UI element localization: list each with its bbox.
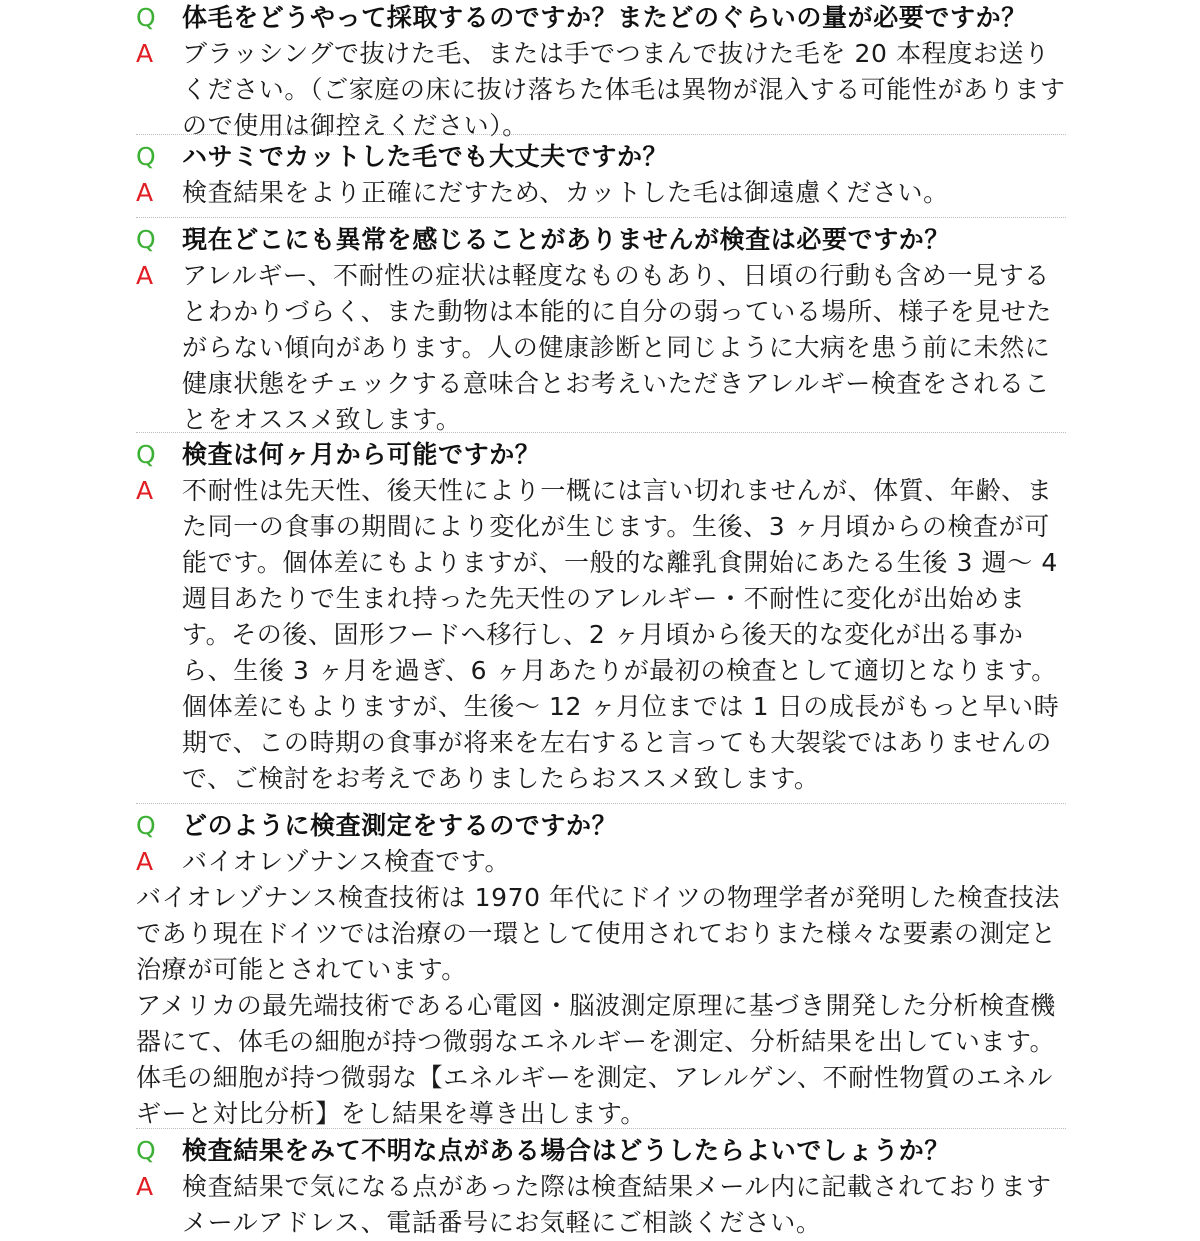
faq-item-sample-collection bbox=[136, 0, 1066, 140]
answer-text: 検査結果で気になる点があった際は検査結果メール内に記載されておりますメールアドレス、電話番号にお気軽にご相談ください。 bbox=[182, 1172, 1052, 1237]
question-text: どのように検査測定をするのですか？ bbox=[182, 811, 618, 840]
answer-text: 不耐性は先天性、後天性により一概には言い切れませんが、体質、年齢、また同一の食事の期間により変化が生じます。生後、3 ヶ月頃からの検査が可能です。個体差にもよりますが、一般的な離乳食開始にあたる生後 3 週〜 4 週目あたりで生まれ持った先天性のアレルギー・不耐性に変化が出始めます。その後、固形フードへ移行し、2 ヶ月頃から後天的な変化が出る事から、生後 3 ヶ月を過ぎ、6 ヶ月あたりが最初の検査として適切となります。個体差にもよりますが、生後〜 12 ヶ月位までは 1 日の成長がもっと早い時期で、この時期の食事が将来を左右すると言っても大袈裟ではありませんので、ご検討をお考えでありましたらおススメ致します。 bbox=[182, 476, 1060, 793]
faq-question bbox=[136, 0, 1066, 36]
faq-question bbox=[136, 1133, 1066, 1169]
question-mark: Q bbox=[136, 1136, 157, 1165]
answer-text: アレルギー、不耐性の症状は軽度なものもあり、日頃の行動も含め一見するとわかりづらく、また動物は本能的に自分の弱っている場所、様子を見せたがらない傾向があります。人の健康診断と同じように大病を患う前に未然に健康状態をチェックする意味合とお考えいただきアレルギー検査をされることをオススメ致します。 bbox=[182, 261, 1052, 434]
question-mark: Q bbox=[136, 3, 157, 32]
question-mark: Q bbox=[136, 225, 157, 254]
faq-item-age bbox=[136, 433, 1066, 804]
faq-question bbox=[136, 437, 1066, 473]
question-mark: Q bbox=[136, 811, 157, 840]
answer-mark: A bbox=[136, 261, 154, 290]
answer-mark: A bbox=[136, 39, 154, 68]
faq-item-method bbox=[136, 804, 1066, 1129]
question-mark: Q bbox=[136, 440, 157, 469]
method-paragraph: アメリカの最先端技術である心電図・脳波測定原理に基づき開発した分析検査機器にて、体毛の細胞が持つ微弱なエネルギーを測定、分析結果を出しています。体毛の細胞が持つ微弱な【エネルギーを測定、アレルゲン、不耐性物質のエネルギーと対比分析】をし結果を導き出します。 bbox=[136, 991, 1056, 1128]
faq-list bbox=[136, 0, 1066, 1237]
faq-answer bbox=[136, 844, 1066, 880]
answer-text: 検査結果をより正確にだすため、カットした毛は御遠慮ください。 bbox=[182, 178, 949, 207]
faq-question bbox=[136, 808, 1066, 844]
faq-answer bbox=[136, 175, 1066, 211]
faq-item-cut-hair bbox=[136, 135, 1066, 218]
question-text: 検査結果をみて不明な点がある場合はどうしたらよいでしょうか？ bbox=[182, 1136, 951, 1165]
faq-item-need-test bbox=[136, 218, 1066, 433]
answer-mark: A bbox=[136, 847, 154, 876]
answer-mark: A bbox=[136, 476, 154, 505]
answer-text: バイオレゾナンス検査です。 bbox=[182, 847, 511, 876]
method-paragraph: バイオレゾナンス検査技術は 1970 年代にドイツの物理学者が発明した検査技法であり現在ドイツでは治療の一環として使用されておりまた様々な要素の測定と治療が可能とされています。 bbox=[136, 883, 1060, 984]
faq-answer bbox=[136, 1169, 1066, 1241]
faq-answer bbox=[136, 473, 1066, 797]
question-text: 体毛をどうやって採取するのですか？またどのぐらいの量が必要ですか？ bbox=[182, 3, 1027, 32]
faq-question bbox=[136, 139, 1066, 175]
question-text: ハサミでカットした毛でも大丈夫ですか？ bbox=[182, 142, 669, 171]
faq-answer bbox=[136, 258, 1066, 438]
answer-mark: A bbox=[136, 1172, 154, 1201]
faq-question bbox=[136, 222, 1066, 258]
question-mark: Q bbox=[136, 142, 157, 171]
faq-answer bbox=[136, 36, 1066, 144]
question-text: 検査は何ヶ月から可能ですか？ bbox=[182, 440, 541, 469]
answer-mark: A bbox=[136, 178, 154, 207]
question-text: 現在どこにも異常を感じることがありませんが検査は必要ですか？ bbox=[182, 225, 951, 254]
faq-item-questions-about-results bbox=[136, 1129, 1066, 1237]
answer-text: ブラッシングで抜けた毛、または手でつまんで抜けた毛を 20 本程度お送りください。（ご家庭の床に抜け落ちた体毛は異物が混入する可能性がありますので使用は御控えください）。 bbox=[182, 39, 1066, 140]
